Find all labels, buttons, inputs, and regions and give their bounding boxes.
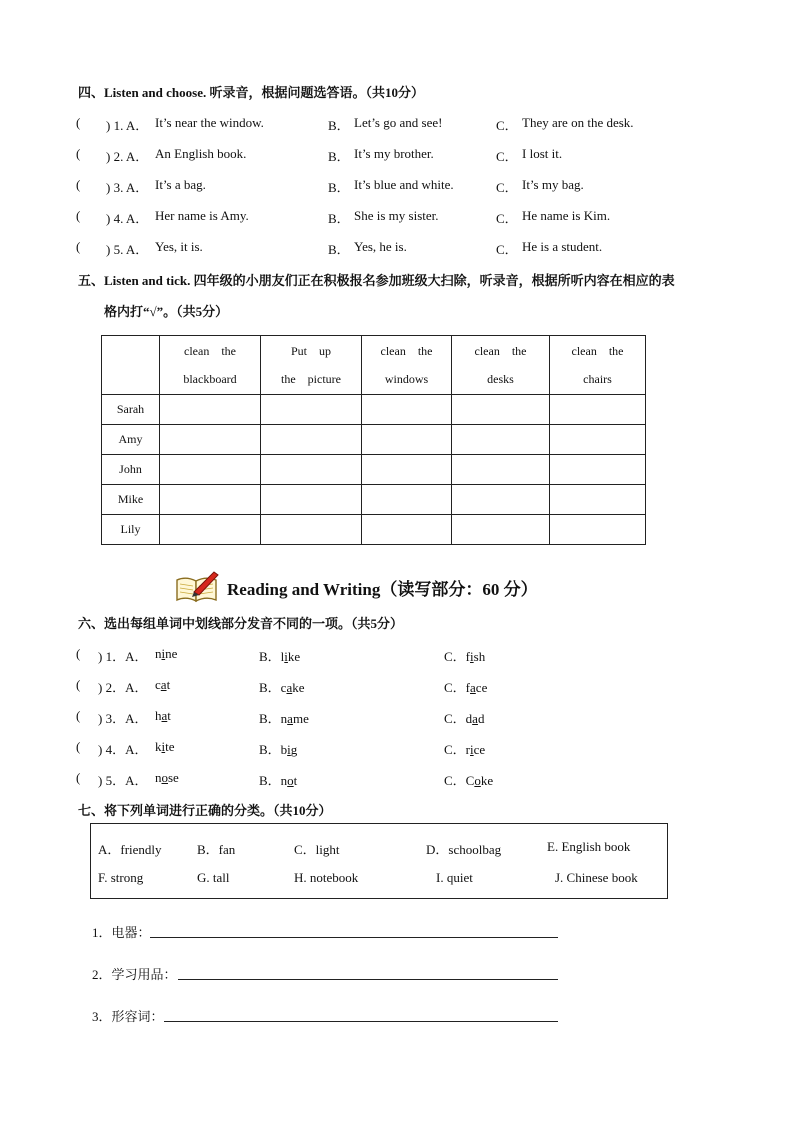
tick-cell[interactable] bbox=[550, 395, 646, 425]
tick-cell[interactable] bbox=[160, 485, 261, 515]
tick-cell[interactable] bbox=[452, 455, 550, 485]
option-a: kite bbox=[155, 739, 175, 754]
column-header: clean the windows bbox=[362, 336, 452, 395]
word-item: E. English book bbox=[547, 839, 631, 854]
option-b-label: B． bbox=[328, 242, 350, 257]
question-number: ) 3. A． bbox=[106, 180, 149, 195]
question-number: ) 1. A． bbox=[106, 118, 149, 133]
option-b: B．like bbox=[259, 649, 301, 664]
tick-cell[interactable] bbox=[452, 425, 550, 455]
question-number: ) 4. A． bbox=[106, 211, 149, 226]
tick-cell[interactable] bbox=[362, 485, 452, 515]
option-c: C．fish bbox=[444, 649, 486, 664]
category-label: 2．学习用品： bbox=[92, 967, 177, 982]
tick-table bbox=[101, 335, 646, 545]
table-row bbox=[102, 395, 646, 425]
option-b: B．big bbox=[259, 742, 298, 757]
option-a: hat bbox=[155, 708, 171, 723]
section5-title-cont: 格内打“√”。（共5分） bbox=[104, 304, 229, 319]
tick-cell[interactable] bbox=[261, 515, 362, 545]
option-c-label: C． bbox=[496, 118, 518, 133]
corner-cell bbox=[102, 336, 160, 395]
section5-title: 五、Listen and tick. 四年级的小朋友们正在积极报名参加班级大扫除，听录音，根据所听内容在相应的表 bbox=[78, 273, 675, 288]
option-a: Her name is Amy. bbox=[155, 208, 249, 223]
answer-bracket[interactable]: ( bbox=[76, 208, 81, 223]
tick-cell[interactable] bbox=[452, 395, 550, 425]
answer-bracket[interactable]: ( bbox=[76, 770, 81, 785]
option-b: B．cake bbox=[259, 680, 305, 695]
word-item: J. Chinese book bbox=[555, 870, 638, 885]
word-item: F. strong bbox=[98, 870, 144, 885]
table-row bbox=[102, 425, 646, 455]
word-item: B．fan bbox=[197, 842, 236, 857]
option-a: Yes, it is. bbox=[155, 239, 203, 254]
question-number: ) 2. A． bbox=[106, 149, 149, 164]
option-a: It’s a bag. bbox=[155, 177, 206, 192]
option-a: cat bbox=[155, 677, 171, 692]
option-c: It’s my bag. bbox=[522, 177, 584, 192]
row-label: John bbox=[102, 455, 160, 485]
tick-cell[interactable] bbox=[261, 425, 362, 455]
column-header: clean the chairs bbox=[550, 336, 646, 395]
banner-subtitle: （读写部分：60 分） bbox=[380, 580, 538, 599]
answer-line[interactable] bbox=[178, 979, 558, 980]
section4-title: 四、Listen and choose. 听录音，根据问题选答语。（共10分） bbox=[78, 85, 424, 100]
answer-bracket[interactable]: ( bbox=[76, 115, 81, 130]
table-row bbox=[102, 455, 646, 485]
table-header-row bbox=[102, 336, 646, 395]
option-b: Let’s go and see! bbox=[354, 115, 443, 130]
table-row bbox=[102, 515, 646, 545]
option-b: Yes, he is. bbox=[354, 239, 407, 254]
question-number: ) 5．A． bbox=[98, 773, 148, 788]
word-item: G. tall bbox=[197, 870, 230, 885]
table-row bbox=[102, 485, 646, 515]
row-label: Lily bbox=[102, 515, 160, 545]
tick-cell[interactable] bbox=[160, 425, 261, 455]
option-b-label: B． bbox=[328, 149, 350, 164]
answer-bracket[interactable]: ( bbox=[76, 177, 81, 192]
tick-cell[interactable] bbox=[362, 455, 452, 485]
option-c: C．dad bbox=[444, 711, 485, 726]
option-a: It’s near the window. bbox=[155, 115, 264, 130]
tick-cell[interactable] bbox=[550, 425, 646, 455]
tick-cell[interactable] bbox=[362, 515, 452, 545]
tick-cell[interactable] bbox=[261, 455, 362, 485]
option-c: I lost it. bbox=[522, 146, 563, 161]
answer-bracket[interactable]: ( bbox=[76, 708, 81, 723]
option-c: They are on the desk. bbox=[522, 115, 634, 130]
option-c-label: C． bbox=[496, 149, 518, 164]
tick-cell[interactable] bbox=[452, 515, 550, 545]
row-label: Mike bbox=[102, 485, 160, 515]
option-b: B．name bbox=[259, 711, 309, 726]
option-c: He name is Kim. bbox=[522, 208, 611, 223]
section6-title: 六、选出每组单词中划线部分发音不同的一项。（共5分） bbox=[78, 616, 404, 631]
option-c-label: C． bbox=[496, 242, 518, 257]
question-number: ) 2．A． bbox=[98, 680, 148, 695]
option-a: nine bbox=[155, 646, 178, 661]
tick-cell[interactable] bbox=[452, 485, 550, 515]
word-item: C．light bbox=[294, 842, 340, 857]
tick-cell[interactable] bbox=[261, 395, 362, 425]
tick-cell[interactable] bbox=[362, 425, 452, 455]
option-c-label: C． bbox=[496, 180, 518, 195]
section7-title: 七、将下列单词进行正确的分类。（共10分） bbox=[78, 803, 332, 818]
option-b: It’s blue and white. bbox=[354, 177, 454, 192]
tick-cell[interactable] bbox=[160, 455, 261, 485]
book-pen-icon bbox=[174, 568, 220, 604]
option-b-label: B． bbox=[328, 211, 350, 226]
category-label: 1．电器： bbox=[92, 925, 151, 940]
answer-line[interactable] bbox=[150, 937, 558, 938]
question-number: ) 5. A． bbox=[106, 242, 149, 257]
tick-cell[interactable] bbox=[261, 485, 362, 515]
option-b-label: B． bbox=[328, 180, 350, 195]
option-b: She is my sister. bbox=[354, 208, 439, 223]
answer-line[interactable] bbox=[164, 1021, 558, 1022]
option-b: B．not bbox=[259, 773, 298, 788]
tick-cell[interactable] bbox=[550, 485, 646, 515]
tick-cell[interactable] bbox=[160, 395, 261, 425]
column-header: Put up the picture bbox=[261, 336, 362, 395]
word-item: D．schoolbag bbox=[426, 842, 502, 857]
answer-bracket[interactable]: ( bbox=[76, 739, 81, 754]
option-c-label: C． bbox=[496, 211, 518, 226]
row-label: Sarah bbox=[102, 395, 160, 425]
column-header: clean the desks bbox=[452, 336, 550, 395]
row-label: Amy bbox=[102, 425, 160, 455]
word-item: I. quiet bbox=[436, 870, 473, 885]
category-label: 3．形容词： bbox=[92, 1009, 164, 1024]
answer-bracket[interactable]: ( bbox=[76, 239, 81, 254]
tick-cell[interactable] bbox=[362, 395, 452, 425]
word-item: A．friendly bbox=[98, 842, 162, 857]
tick-cell[interactable] bbox=[160, 515, 261, 545]
answer-bracket[interactable]: ( bbox=[76, 646, 81, 661]
answer-bracket[interactable]: ( bbox=[76, 146, 81, 161]
tick-cell[interactable] bbox=[550, 515, 646, 545]
word-bank bbox=[90, 823, 668, 899]
answer-bracket[interactable]: ( bbox=[76, 677, 81, 692]
question-number: ) 4．A． bbox=[98, 742, 148, 757]
option-a: An English book. bbox=[155, 146, 247, 161]
option-c: C．Coke bbox=[444, 773, 494, 788]
question-number: ) 1．A． bbox=[98, 649, 148, 664]
option-b: It’s my brother. bbox=[354, 146, 434, 161]
option-c: C．face bbox=[444, 680, 488, 695]
option-c: C．rice bbox=[444, 742, 486, 757]
option-b-label: B． bbox=[328, 118, 350, 133]
tick-cell[interactable] bbox=[550, 455, 646, 485]
banner-title: Reading and Writing bbox=[227, 580, 381, 599]
question-number: ) 3．A． bbox=[98, 711, 148, 726]
column-header: clean the blackboard bbox=[160, 336, 261, 395]
word-item: H. notebook bbox=[294, 870, 359, 885]
option-a: nose bbox=[155, 770, 179, 785]
option-c: He is a student. bbox=[522, 239, 603, 254]
